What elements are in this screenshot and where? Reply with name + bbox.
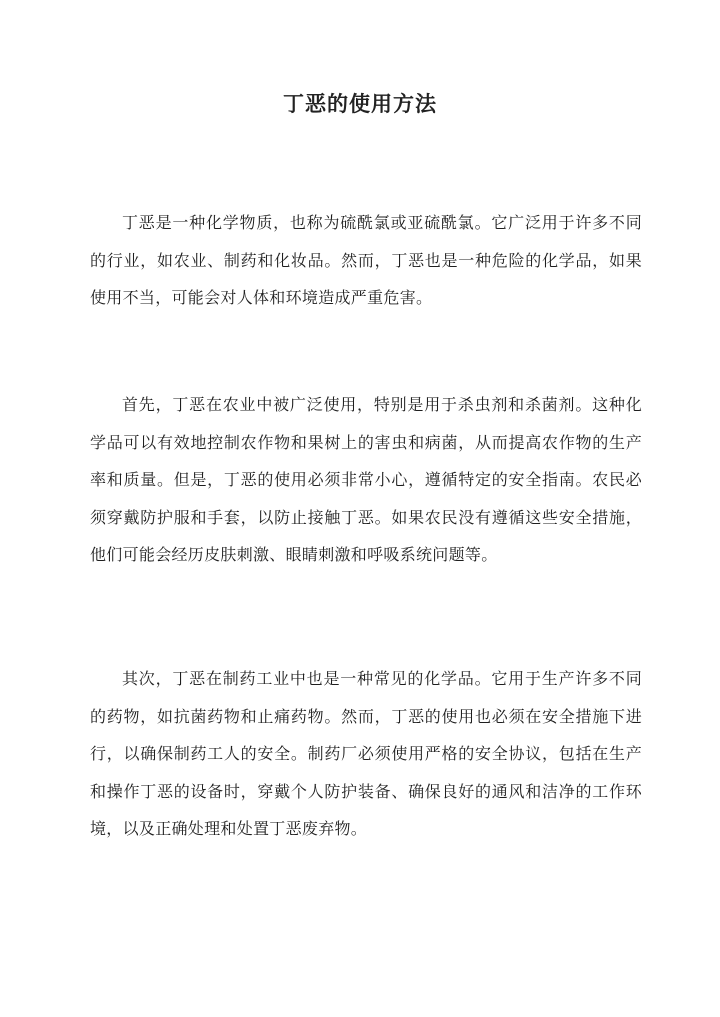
paragraph-intro: 丁恶是一种化学物质，也称为硫酰氯或亚硫酰氯。它广泛用于许多不同的行业，如农业、制药和化妆品。然而，丁恶也是一种危险的化学品，如果使用不当，可能会对人体和环境造成严重危害。: [90, 213, 642, 307]
document-title: 丁恶的使用方法: [283, 91, 437, 116]
paragraph-agriculture: 首先，丁恶在农业中被广泛使用，特别是用于杀虫剂和杀菌剂。这种化学品可以有效地控制农作物和果树上的害虫和病菌，从而提高农作物的生产率和质量。但是，丁恶的使用必须非常小心，遵循特定的安全指南。农民必须穿戴防护服和手套，以防止接触丁恶。如果农民没有遵循这些安全措施，他们可能会经历皮肤刺激、眼睛刺激和呼吸系统问题等。: [90, 395, 642, 564]
paragraph-pharmaceutical: 其次，丁恶在制药工业中也是一种常见的化学品。它用于生产许多不同的药物，如抗菌药物和止痛药物。然而，丁恶的使用也必须在安全措施下进行，以确保制药工人的安全。制药厂必须使用严格的安全协议，包括在生产和操作丁恶的设备时，穿戴个人防护装备、确保良好的通风和洁净的工作环境，以及正确处理和处置丁恶废弃物。: [90, 669, 642, 838]
